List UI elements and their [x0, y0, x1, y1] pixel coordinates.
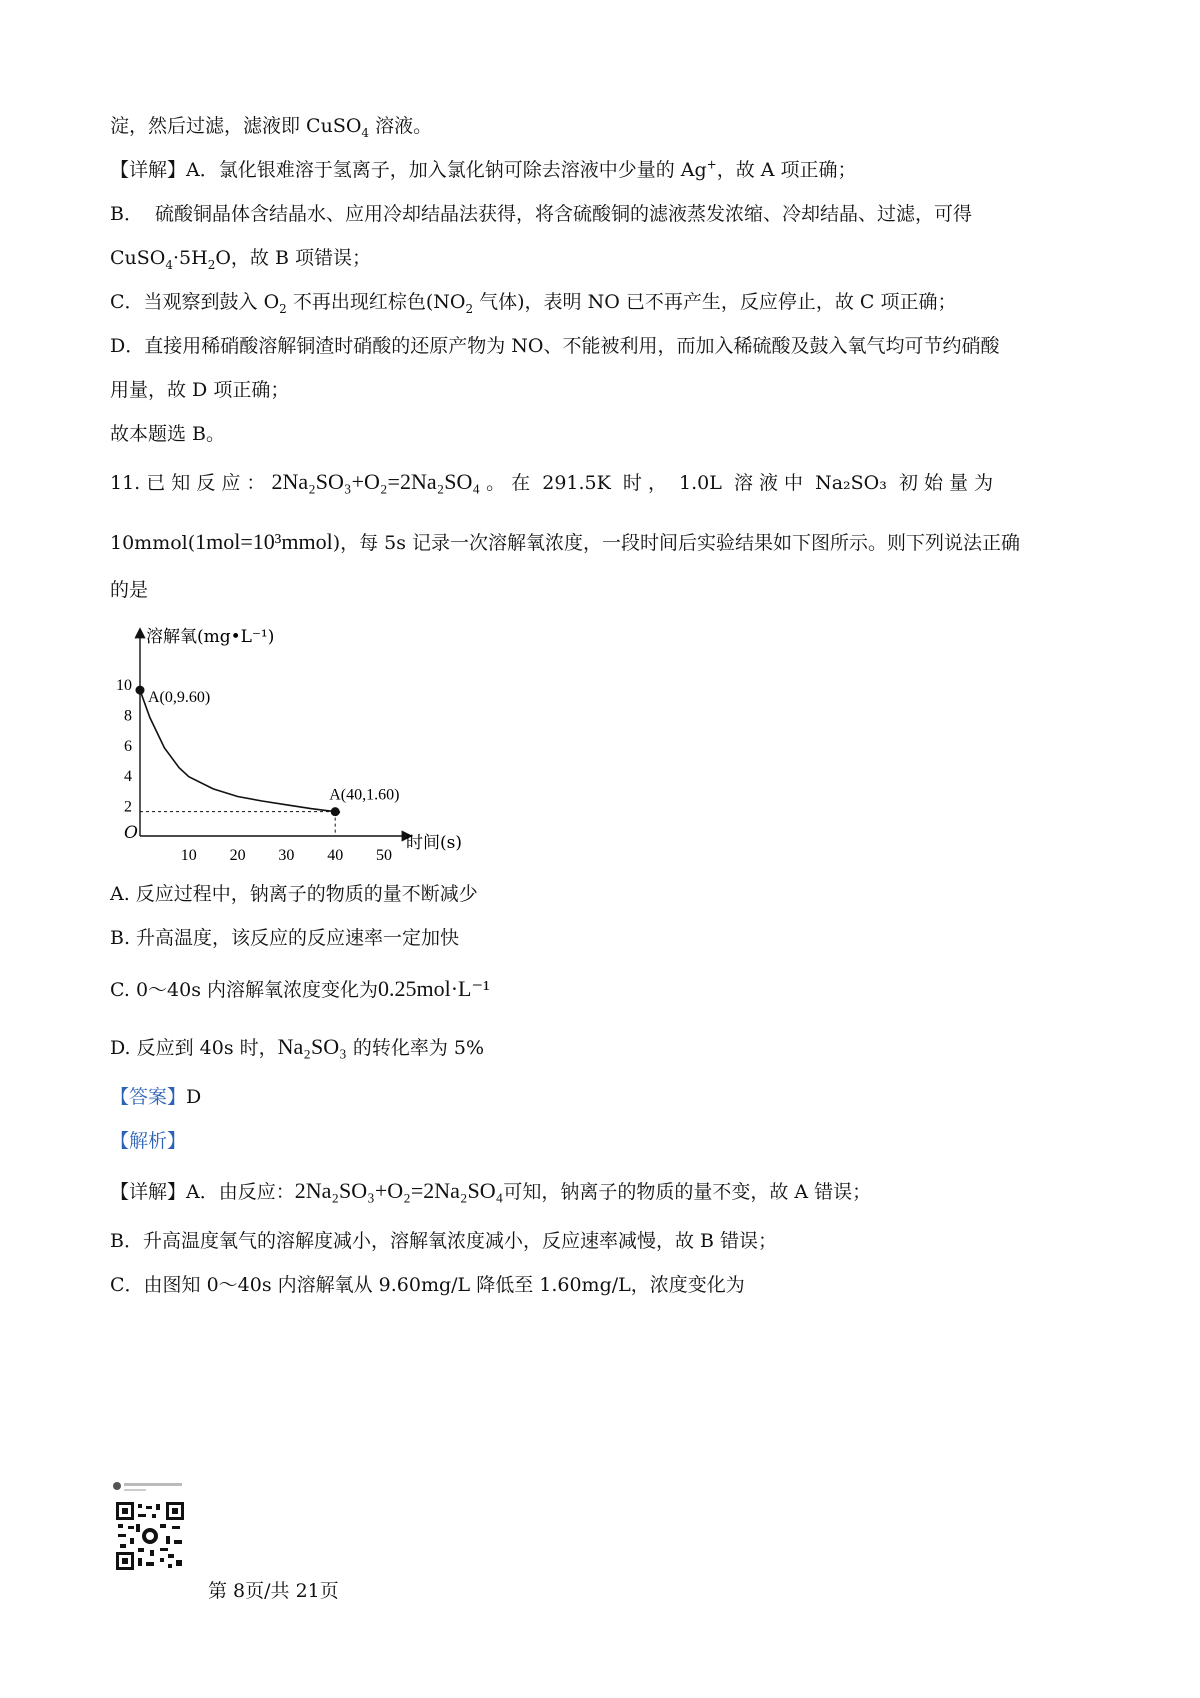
x-tick-label: 30 [278, 847, 295, 862]
page-footer: 第 8页/共 21页 [208, 1580, 339, 1602]
y-tick-label: 6 [124, 737, 132, 755]
x-tick-label: 10 [180, 847, 197, 862]
option-a: A. 反应过程中，钠离子的物质的量不断减少 [110, 883, 478, 905]
series-line [140, 690, 340, 812]
y-axis-label: 溶解氧(mg•L⁻¹) [146, 627, 275, 647]
option-d: D. 反应到 40s 时，Na₂SO₃ 的转化率为 5% [110, 1034, 485, 1059]
answer-label: 【答案】 [110, 1086, 187, 1108]
analysis-a: 【详解】A．由反应：2Na₂SO₃+O₂=2Na₂SO₄可知，钠离子的物质的量不变，故 A 错误； [110, 1178, 872, 1203]
y-tick-label: 4 [124, 768, 132, 786]
detail-c-line: C．当观察到鼓入 $O_2$ 不再出现红棕色($NO_2$ 气体)，表明 NO 已不再产生，反应停止，故 C 项正确； [110, 291, 957, 316]
detail-a-line: 【详解】A．氯化银难溶于氢离子，加入氯化钠可除去溶液中少量的 Ag+，故 A 项正确； [110, 157, 857, 181]
q11-line-1: 11. 已 知 反 应 ： 2Na₂SO₃+O₂=2Na₂SO₄ 。 在 291.5K 时 ， 1.0L 溶 液 中 Na₂SO₃ 初 始 量 为 [110, 469, 994, 494]
option-c: C. 0～40s 内溶解氧浓度变化为0.25mol·L⁻¹ [110, 976, 490, 1001]
qr-code-icon [116, 1502, 184, 1570]
detail-d-line-1: D．直接用稀硝酸溶解铜渣时硝酸的还原产物为 NO、不能被利用，而加入稀硫酸及鼓入氧气均可节约硝酸 [110, 335, 1000, 357]
q11-line-3: 的是 [110, 579, 149, 601]
x-axis-label: 时间(s) [406, 833, 462, 853]
q11-line-2: 10mmol(1mol=10³mmol)，每 5s 记录一次溶解氧浓度，一段时间后实验结果如下图所示。则下列说法正确 [110, 529, 1021, 554]
y-tick-label: 2 [124, 798, 132, 816]
analysis-c: C．由图知 0～40s 内溶解氧从 9.60mg/L 降低至 1.60mg/L，浓度变化为 [110, 1274, 745, 1296]
conclusion-line: 故本题选 B。 [110, 423, 226, 445]
dissolved-oxygen-chart [100, 622, 480, 862]
text-line-1: 淀，然后过滤，滤液即 CuSO$_4$ 溶液。 [110, 115, 433, 140]
x-tick-label: 40 [327, 847, 344, 862]
data-point [331, 807, 340, 816]
answer-value: D [186, 1086, 202, 1108]
analysis-label: 【解析】 [110, 1130, 187, 1152]
qr-header-icon [112, 1478, 187, 1500]
x-tick-label: 20 [229, 847, 246, 862]
q11-equation: 2Na₂SO₃+O₂=2Na₂SO₄ [271, 469, 481, 494]
answer-line [110, 1083, 201, 1111]
point-label: A(40,1.60) [329, 786, 400, 804]
option-b: B. 升高温度，该反应的反应速率一定加快 [110, 927, 460, 949]
y-tick-label: 10 [116, 677, 132, 694]
y-tick-label: 8 [124, 707, 132, 725]
analysis-b: B．升高温度氧气的溶解度减小，溶解氧浓度减小，反应速率减慢，故 B 错误； [110, 1230, 778, 1252]
x-tick-label: 50 [376, 847, 392, 862]
origin-label: O [124, 823, 138, 843]
point-label: A(0,9.60) [148, 689, 211, 707]
detail-b-line-2: $CuSO_4\cdot 5H_2O$，故 B 项错误； [110, 247, 371, 272]
data-point [136, 686, 145, 695]
qr-code-block [112, 1478, 187, 1588]
detail-d-line-2: 用量，故 D 项正确； [110, 379, 290, 401]
detail-b-line-1: B． 硫酸铜晶体含结晶水、应用冷却结晶法获得，将含硫酸铜的滤液蒸发浓缩、冷却结晶、过滤，可得 [110, 203, 973, 225]
